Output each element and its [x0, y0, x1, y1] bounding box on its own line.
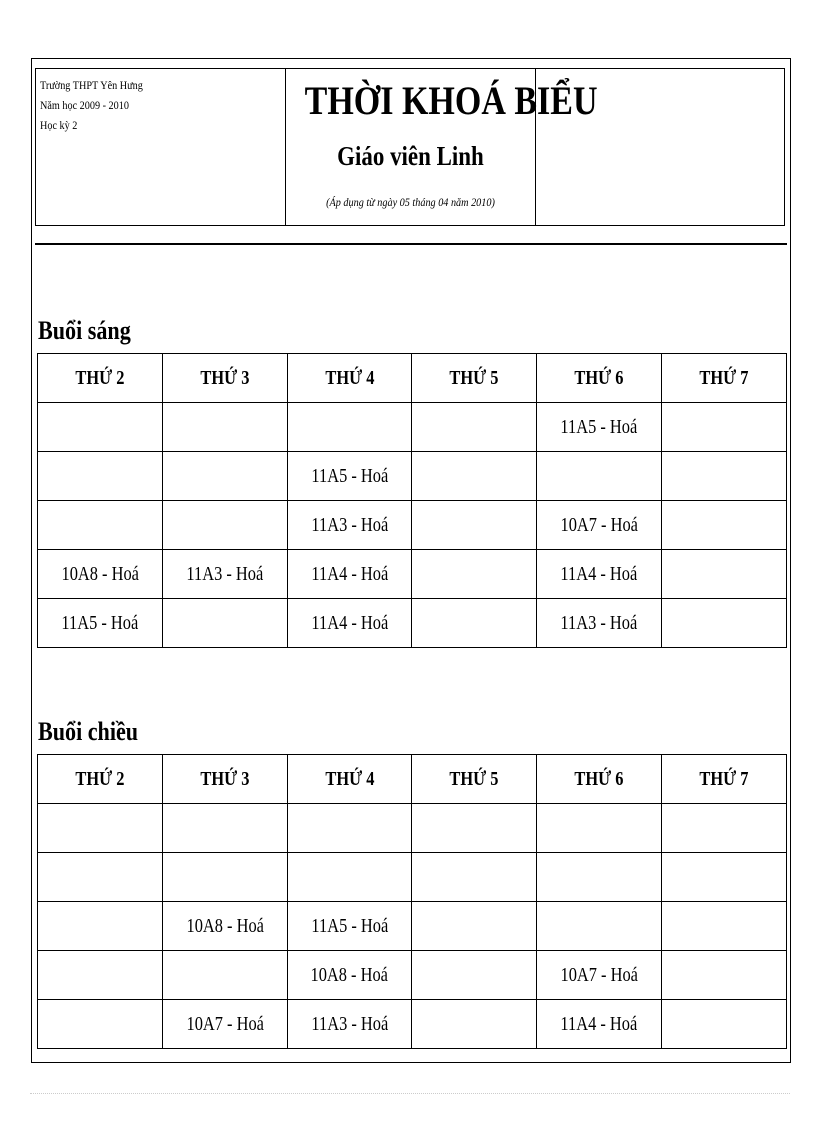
table-row — [38, 599, 787, 648]
table-row — [38, 452, 787, 501]
class-subject-label: 10A7 - Hoá — [560, 513, 638, 536]
day-label: THỨ 7 — [699, 767, 749, 790]
schedule-cell — [537, 853, 662, 902]
day-column-header — [38, 354, 163, 403]
schedule-cell — [38, 501, 163, 550]
schedule-cell — [412, 599, 537, 648]
schedule-cell — [662, 951, 787, 1000]
school-year: Năm học 2009 - 2010 — [40, 98, 129, 112]
table-header-row — [38, 755, 787, 804]
day-label: THỨ 3 — [200, 767, 250, 790]
schedule-cell — [287, 902, 412, 951]
schedule-cell — [662, 403, 787, 452]
school-name: Trường THPT Yên Hưng — [40, 78, 143, 92]
schedule-cell — [412, 804, 537, 853]
day-column-header — [537, 354, 662, 403]
schedule-cell — [162, 452, 287, 501]
day-label: THỨ 6 — [574, 366, 624, 389]
schedule-cell — [662, 599, 787, 648]
schedule-cell — [287, 951, 412, 1000]
day-column-header — [287, 354, 412, 403]
day-label: THỨ 5 — [449, 767, 499, 790]
table-header-row — [38, 354, 787, 403]
divider — [35, 243, 787, 245]
day-label: THỨ 2 — [75, 767, 125, 790]
day-label: THỨ 4 — [325, 366, 375, 389]
day-column-header — [412, 354, 537, 403]
schedule-cell — [38, 853, 163, 902]
class-subject-label: 11A3 - Hoá — [186, 562, 264, 585]
schedule-cell — [412, 902, 537, 951]
schedule-cell — [162, 804, 287, 853]
teacher-name: Giáo viên Linh — [337, 141, 484, 171]
table-row — [38, 804, 787, 853]
class-subject-label: 11A3 - Hoá — [311, 513, 388, 536]
schedule-cell — [162, 951, 287, 1000]
schedule-cell — [287, 550, 412, 599]
schedule-cell — [287, 452, 412, 501]
class-subject-label: 11A4 - Hoá — [311, 562, 388, 585]
schedule-cell — [162, 902, 287, 951]
day-column-header — [662, 354, 787, 403]
document-header — [35, 68, 785, 226]
day-label: THỨ 5 — [449, 366, 499, 389]
schedule-cell — [662, 550, 787, 599]
schedule-cell — [537, 804, 662, 853]
class-subject-label: 11A5 - Hoá — [311, 464, 388, 487]
schedule-cell — [412, 501, 537, 550]
schedule-cell — [537, 902, 662, 951]
class-subject-label: 11A5 - Hoá — [311, 914, 388, 937]
afternoon-schedule-table — [37, 754, 787, 1049]
class-subject-label: 11A4 - Hoá — [560, 1012, 638, 1035]
semester: Học kỳ 2 — [40, 118, 78, 132]
class-subject-label: 11A3 - Hoá — [560, 611, 638, 634]
school-info — [36, 69, 286, 225]
class-subject-label: 10A7 - Hoá — [560, 963, 638, 986]
table-row — [38, 853, 787, 902]
table-row — [38, 501, 787, 550]
schedule-cell — [38, 1000, 163, 1049]
class-subject-label: 10A7 - Hoá — [186, 1012, 264, 1035]
table-row — [38, 1000, 787, 1049]
class-subject-label: 11A5 - Hoá — [560, 415, 638, 438]
schedule-cell — [38, 804, 163, 853]
schedule-cell — [412, 403, 537, 452]
class-subject-label: 10A8 - Hoá — [61, 562, 139, 585]
schedule-cell — [412, 550, 537, 599]
schedule-cell — [537, 403, 662, 452]
schedule-cell — [537, 550, 662, 599]
class-subject-label: 11A4 - Hoá — [311, 611, 388, 634]
morning-schedule-table — [37, 353, 787, 648]
schedule-cell — [38, 550, 163, 599]
class-subject-label: 10A8 - Hoá — [186, 914, 264, 937]
class-subject-label: 11A4 - Hoá — [560, 562, 638, 585]
schedule-cell — [537, 1000, 662, 1049]
document-title: THỜI KHOÁ BIỂU — [304, 78, 598, 123]
table-row — [38, 550, 787, 599]
schedule-cell — [287, 501, 412, 550]
schedule-cell — [662, 501, 787, 550]
day-column-header — [38, 755, 163, 804]
schedule-cell — [287, 804, 412, 853]
schedule-cell — [287, 853, 412, 902]
table-row — [38, 951, 787, 1000]
schedule-cell — [287, 599, 412, 648]
class-subject-label: 11A5 - Hoá — [61, 611, 139, 634]
schedule-cell — [537, 501, 662, 550]
morning-section-title: Buổi sáng — [38, 316, 131, 345]
effective-date-note: (Áp dụng từ ngày 05 tháng 04 năm 2010) — [326, 195, 495, 209]
schedule-cell — [662, 452, 787, 501]
day-column-header — [162, 755, 287, 804]
schedule-cell — [537, 599, 662, 648]
schedule-cell — [38, 452, 163, 501]
schedule-cell — [38, 902, 163, 951]
schedule-cell — [662, 902, 787, 951]
schedule-cell — [162, 550, 287, 599]
table-row — [38, 902, 787, 951]
page-bottom-divider — [30, 1093, 790, 1094]
day-column-header — [162, 354, 287, 403]
day-column-header — [412, 755, 537, 804]
schedule-cell — [662, 1000, 787, 1049]
schedule-cell — [162, 501, 287, 550]
day-label: THỨ 2 — [75, 366, 125, 389]
day-label: THỨ 7 — [699, 366, 749, 389]
day-label: THỨ 6 — [574, 767, 624, 790]
schedule-cell — [662, 853, 787, 902]
class-subject-label: 10A8 - Hoá — [310, 963, 389, 986]
table-row — [38, 403, 787, 452]
schedule-cell — [162, 1000, 287, 1049]
afternoon-section-title: Buổi chiều — [38, 717, 139, 746]
schedule-cell — [162, 403, 287, 452]
schedule-cell — [662, 804, 787, 853]
day-column-header — [537, 755, 662, 804]
schedule-cell — [38, 403, 163, 452]
schedule-cell — [412, 951, 537, 1000]
schedule-cell — [162, 599, 287, 648]
schedule-cell — [412, 1000, 537, 1049]
day-column-header — [662, 755, 787, 804]
schedule-cell — [537, 951, 662, 1000]
schedule-cell — [287, 1000, 412, 1049]
schedule-cell — [38, 599, 163, 648]
day-label: THỨ 4 — [325, 767, 375, 790]
class-subject-label: 11A3 - Hoá — [311, 1012, 388, 1035]
title-block — [286, 69, 598, 225]
schedule-cell — [537, 452, 662, 501]
schedule-cell — [162, 853, 287, 902]
day-label: THỨ 3 — [200, 366, 250, 389]
day-column-header — [287, 755, 412, 804]
schedule-cell — [38, 951, 163, 1000]
schedule-cell — [412, 452, 537, 501]
schedule-cell — [412, 853, 537, 902]
schedule-cell — [287, 403, 412, 452]
